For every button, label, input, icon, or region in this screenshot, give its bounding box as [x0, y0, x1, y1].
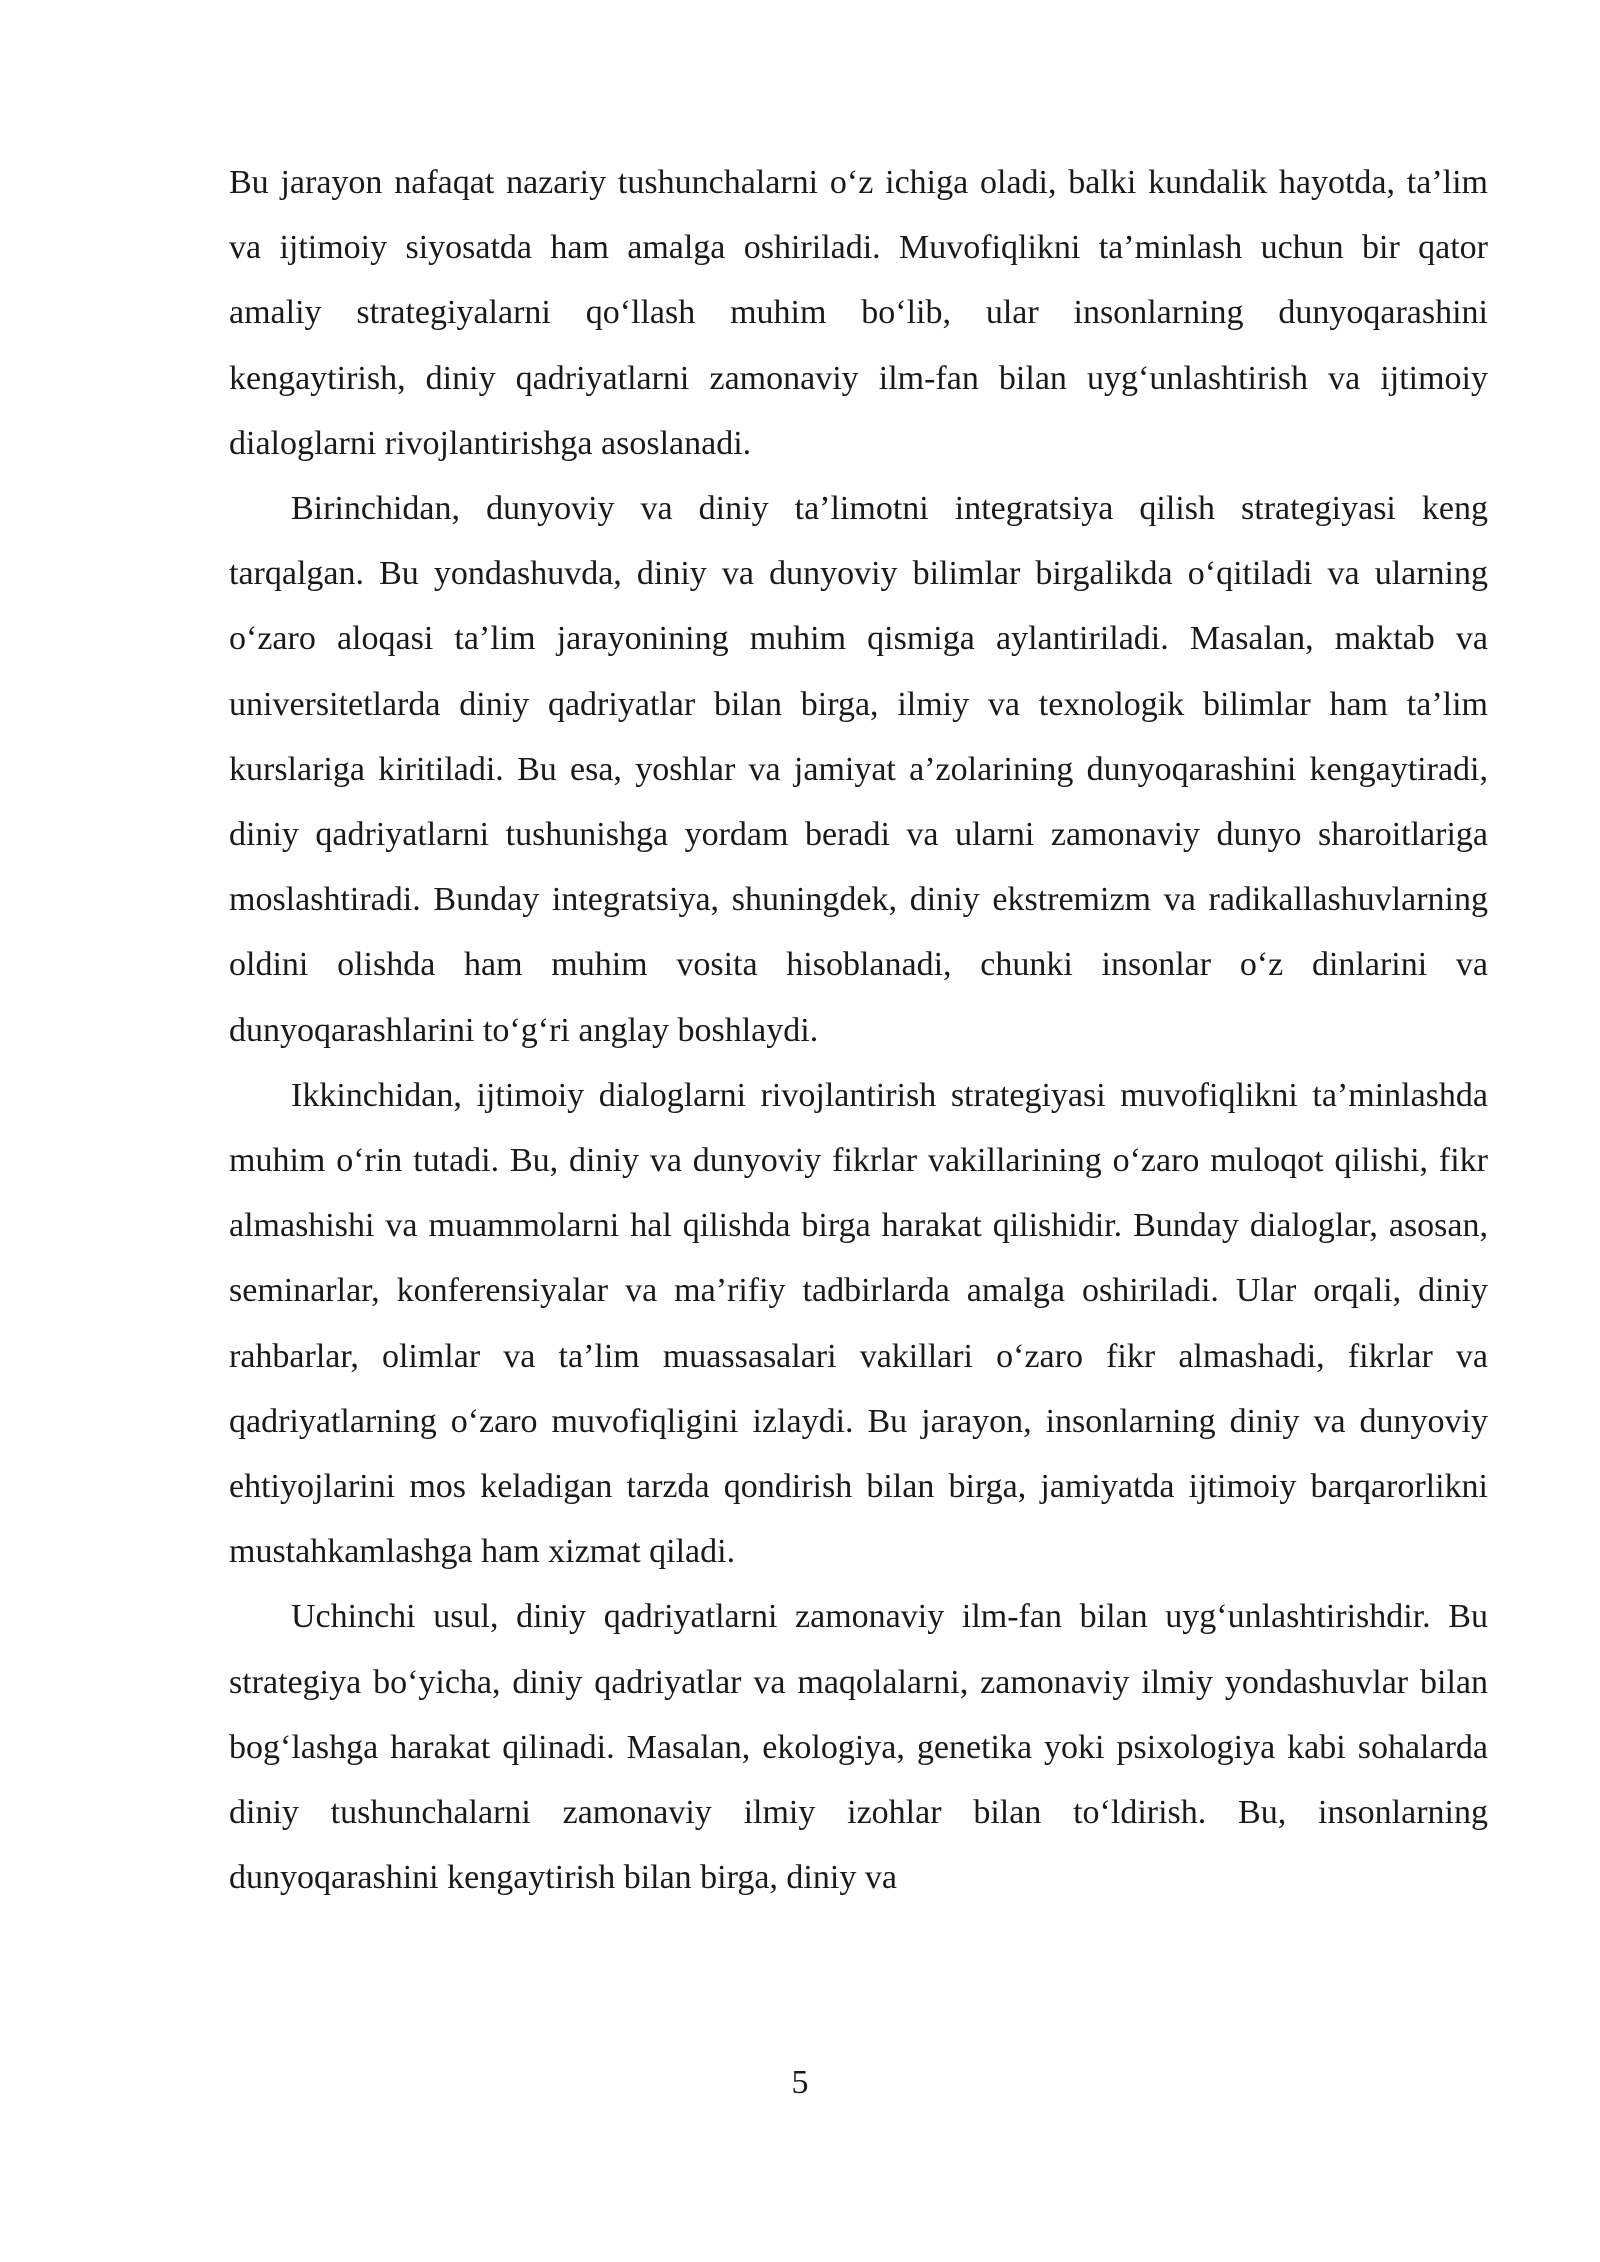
page-number: 5 [791, 2064, 809, 2101]
body-text [229, 150, 1488, 1910]
paragraph-2: Birinchidan, dunyoviy va diniy ta’limotni integratsiya qilish strategiyasi keng tarqalgan. Bu yondashuvda, diniy va dunyoviy bilimlar birgalikda o‘qitiladi va ularning o‘zaro aloqasi ta’lim jarayonining muhim qismiga aylantiriladi. Masalan, maktab va universitetlarda diniy qadriyatlar bilan birga, ilmiy va texnologik bilimlar ham ta’lim kurslariga kiritiladi. Bu esa, yoshlar va jamiyat a’zolarining dunyoqarashini kengaytiradi, diniy qadriyatlarni tushunishga yordam beradi va ularni zamonaviy dunyo sharoitlariga moslashtiradi. Bunday integratsiya, shuningdek, diniy ekstremizm va radikallashuvlarning oldini olishda ham muhim vosita hisoblanadi, chunki insonlar o‘z dinlarini va dunyoqarashlarini to‘g‘ri anglay boshlaydi. [229, 490, 1488, 1049]
paragraph-1: Bu jarayon nafaqat nazariy tushunchalarni o‘z ichiga oladi, balki kundalik hayotda, ta’lim va ijtimoiy siyosatda ham amalga oshiriladi. Muvofiqlikni ta’minlash uchun bir qator amaliy strategiyalarni qo‘llash muhim bo‘lib, ular insonlarning dunyoqarashini kengaytirish, diniy qadriyatlarni zamonaviy ilm-fan bilan uyg‘unlashtirish va ijtimoiy dialoglarni rivojlantirishga asoslanadi. [229, 164, 1488, 462]
paragraph-4: Uchinchi usul, diniy qadriyatlarni zamonaviy ilm-fan bilan uyg‘unlashtirishdir. Bu strategiya bo‘yicha, diniy qadriyatlar va maqolalarni, zamonaviy ilmiy yondashuvlar bilan bog‘lashga harakat qilinadi. Masalan, ekologiya, genetika yoki psixologiya kabi sohalarda diniy tushunchalarni zamonaviy ilmiy izohlar bilan to‘ldirish. Bu, insonlarning dunyoqarashini kengaytirish bilan birga, diniy va [229, 1598, 1488, 1897]
paragraph-3: Ikkinchidan, ijtimoiy dialoglarni rivojlantirish strategiyasi muvofiqlikni ta’minlashda muhim o‘rin tutadi. Bu, diniy va dunyoviy fikrlar vakillarining o‘zaro muloqot qilishi, fikr almashishi va muammolarni hal qilishda birga harakat qilishidir. Bunday dialoglar, asosan, seminarlar, konferensiyalar va ma’rifiy tadbirlarda amalga oshiriladi. Ular orqali, diniy rahbarlar, olimlar va ta’lim muassasalari vakillari o‘zaro fikr almashadi, fikrlar va qadriyatlarning o‘zaro muvofiqligini izlaydi. Bu jarayon, insonlarning diniy va dunyoviy ehtiyojlarini mos keladigan tarzda qondirish bilan birga, jamiyatda ijtimoiy barqarorlikni mustahkamlashga ham xizmat qiladi. [229, 1076, 1488, 1571]
